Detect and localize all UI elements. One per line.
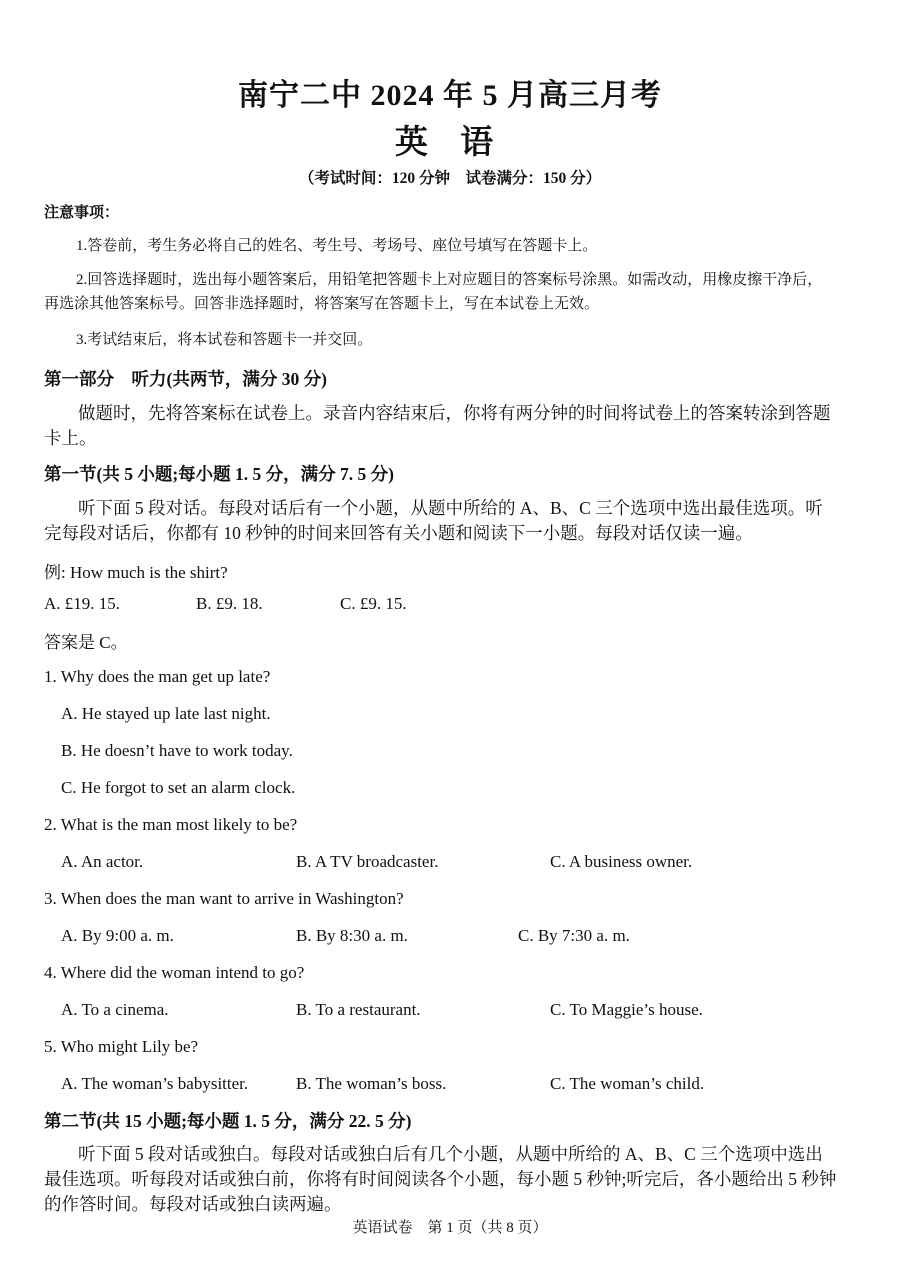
question-2-stem: 2. What is the man most likely to be? xyxy=(44,815,298,834)
notice-item-3: 3.考试结束后，将本试卷和答题卡一并交回。 xyxy=(76,332,373,348)
example-option-c: C. £9. 15. xyxy=(340,594,407,613)
section2-intro-line1: 听下面 5 段对话或独白。每段对话或独白后有几个小题，从题中所给的 A、B、C 三个选项中选出 xyxy=(78,1144,823,1164)
part1-heading: 第一部分 听力(共两节，满分 30 分) xyxy=(44,369,327,389)
question-3-option-b: B. By 8:30 a. m. xyxy=(296,926,408,945)
exam-info: （考试时间：120 分钟 试卷满分：150 分） xyxy=(298,170,602,187)
question-4-option-a: A. To a cinema. xyxy=(61,1000,169,1019)
exam-title: 南宁二中 2024 年 5 月高三月考 xyxy=(238,79,662,112)
question-4-option-b: B. To a restaurant. xyxy=(296,1000,421,1019)
question-4-option-c: C. To Maggie’s house. xyxy=(550,1000,703,1019)
question-5-option-b: B. The woman’s boss. xyxy=(296,1074,447,1093)
section2-heading: 第二节(共 15 小题;每小题 1. 5 分，满分 22. 5 分) xyxy=(44,1111,412,1131)
notice-heading: 注意事项： xyxy=(44,205,120,221)
question-5-stem: 5. Who might Lily be? xyxy=(44,1037,199,1056)
section1-intro-line1: 听下面 5 段对话。每段对话后有一个小题，从题中所给的 A、B、C 三个选项中选出最佳选项。听 xyxy=(78,498,823,518)
example-option-a: A. £19. 15. xyxy=(44,594,121,613)
question-2-option-c: C. A business owner. xyxy=(550,852,693,871)
part1-intro-line1: 做题时，先将答案标在试卷上。录音内容结束后，你将有两分钟的时间将试卷上的答案转涂到答题 xyxy=(78,403,831,423)
section1-intro-line2: 完每段对话后，你都有 10 秒钟的时间来回答有关小题和阅读下一小题。每段对话仅读一遍。 xyxy=(44,523,753,543)
notice-item-2-cont: 再选涂其他答案标号。回答非选择题时，将答案写在答题卡上，写在本试卷上无效。 xyxy=(44,296,600,312)
question-1-option-c: C. He forgot to set an alarm clock. xyxy=(61,778,296,797)
example-answer: 答案是 C。 xyxy=(44,633,128,652)
subject-title: 英 语 xyxy=(394,125,506,161)
section2-intro-line2: 最佳选项。听每段对话或独白前，你将有时间阅读各个小题，每小题 5 秒钟;听完后，各小题给出 5 秒钟 xyxy=(44,1169,837,1189)
question-2-option-a: A. An actor. xyxy=(61,852,144,871)
example-option-b: B. £9. 18. xyxy=(196,594,263,613)
question-1-option-a: A. He stayed up late last night. xyxy=(61,704,271,723)
question-2-option-b: B. A TV broadcaster. xyxy=(296,852,439,871)
question-1-stem: 1. Why does the man get up late? xyxy=(44,667,271,686)
question-1-option-b: B. He doesn’t have to work today. xyxy=(61,741,293,760)
question-4-stem: 4. Where did the woman intend to go? xyxy=(44,963,305,982)
question-5-option-a: A. The woman’s babysitter. xyxy=(61,1074,249,1093)
question-3-stem: 3. When does the man want to arrive in Washington? xyxy=(44,889,404,908)
question-5-option-c: C. The woman’s child. xyxy=(550,1074,705,1093)
page-footer: 英语试卷 第 1 页（共 8 页） xyxy=(352,1220,548,1236)
section1-heading: 第一节(共 5 小题;每小题 1. 5 分，满分 7. 5 分) xyxy=(44,464,394,484)
question-3-option-a: A. By 9:00 a. m. xyxy=(61,926,174,945)
example-question: 例: How much is the shirt? xyxy=(44,563,228,582)
notice-item-2: 2.回答选择题时，选出每小题答案后，用铅笔把答题卡上对应题目的答案标号涂黑。如需改动，用橡皮擦干净后， xyxy=(76,272,823,288)
section2-intro-line3: 的作答时间。每段对话或独白读两遍。 xyxy=(44,1194,342,1214)
notice-item-1: 1.答卷前，考生务必将自己的姓名、考生号、考场号、座位号填写在答题卡上。 xyxy=(76,238,598,254)
part1-intro-line2: 卡上。 xyxy=(44,428,97,448)
question-3-option-c: C. By 7:30 a. m. xyxy=(518,926,630,945)
